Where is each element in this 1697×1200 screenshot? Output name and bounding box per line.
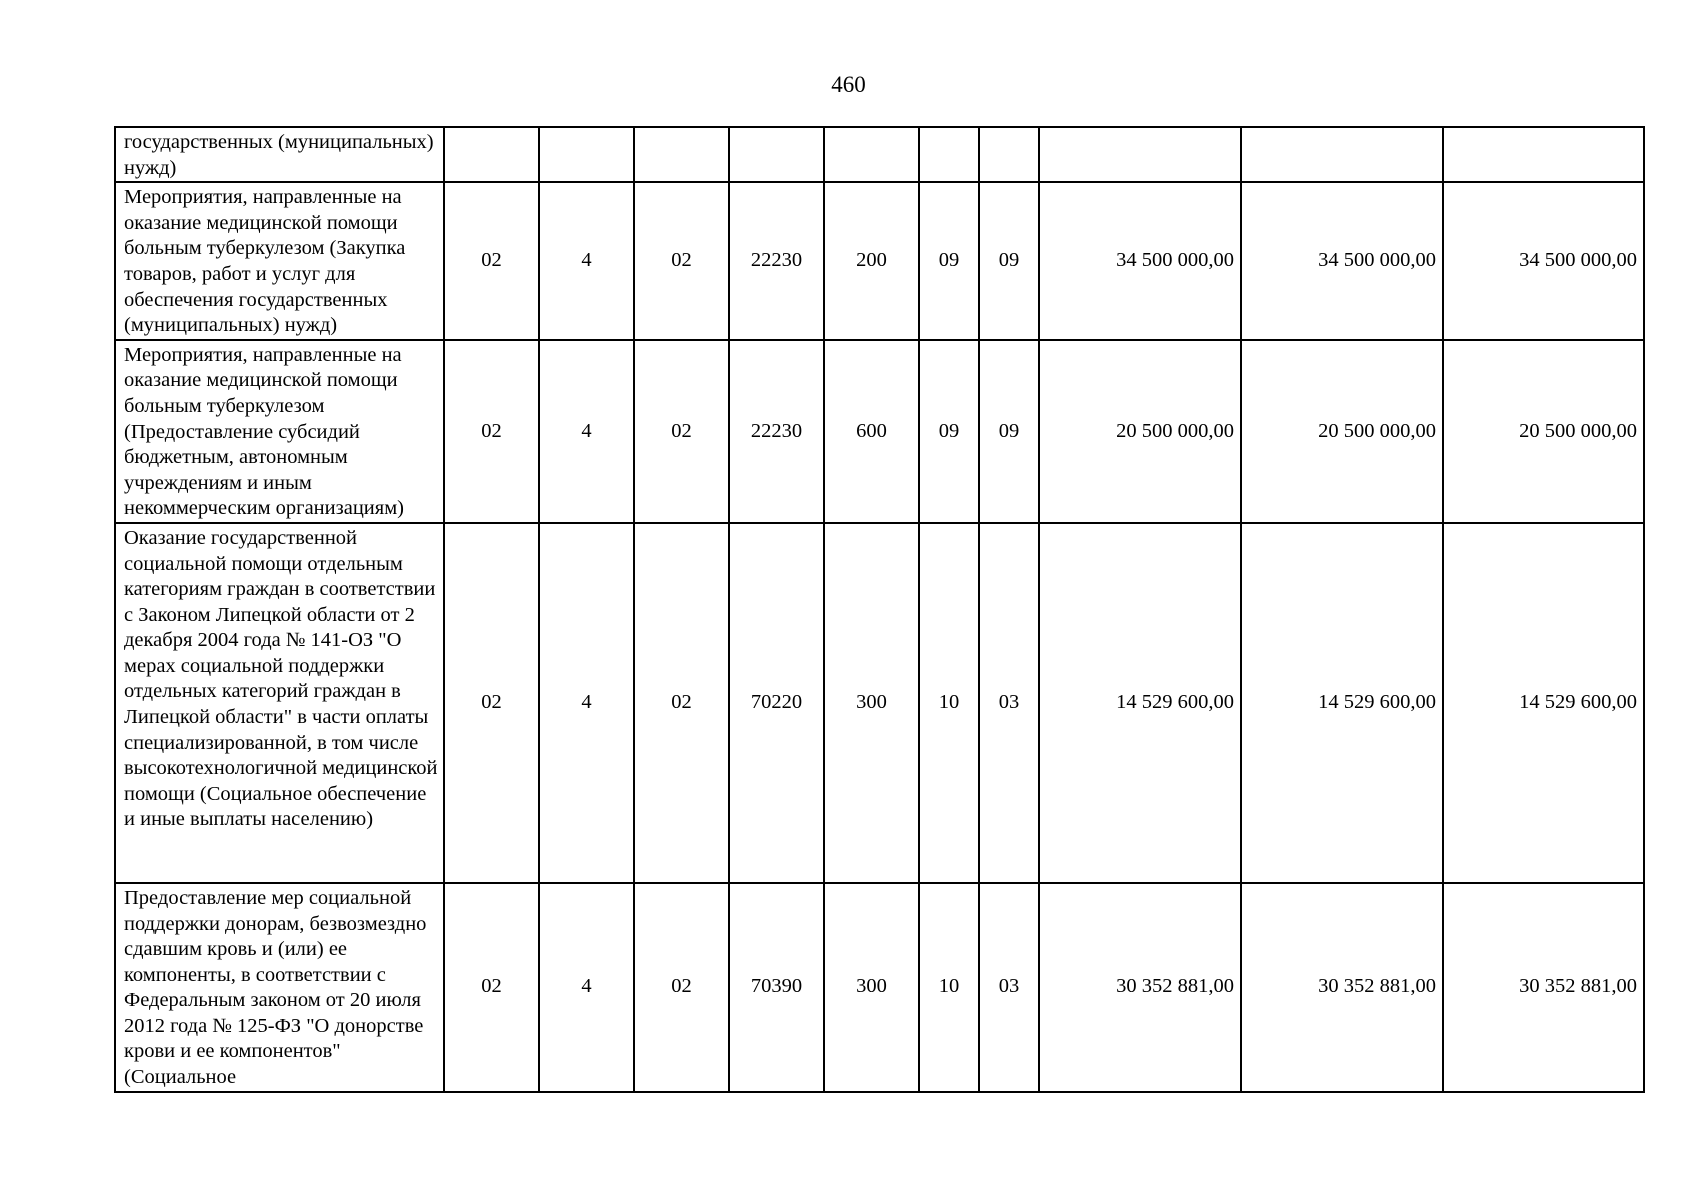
direction-code-cell: 70220 [729,523,824,883]
subsection-cell: 03 [979,523,1039,883]
subprogram-type-cell: 4 [539,523,634,883]
row-description: Мероприятия, направленные на оказание медицинской помощи больным туберкулезом (Предоставление субсидий бюджетным, автономным учреждениям и иным некоммерческим организациям) [115,340,444,523]
amount-year-2: 34 500 000,00 [1241,182,1443,340]
subprogram-code-cell: 02 [634,883,729,1092]
subsection-cell: 09 [979,182,1039,340]
table-row [115,340,1644,523]
section-cell: 10 [919,883,979,1092]
amount-year-2: 14 529 600,00 [1241,523,1443,883]
subprogram-type-cell: 4 [539,883,634,1092]
amount-year-2 [1241,127,1443,182]
amount-year-2: 20 500 000,00 [1241,340,1443,523]
subprogram-code-cell: 02 [634,182,729,340]
program-code-cell: 02 [444,182,539,340]
expense-type-cell: 300 [824,523,919,883]
table-row [115,883,1644,1092]
subprogram-type-cell [539,127,634,182]
row-description: Предоставление мер социальной поддержки донорам, безвозмездно сдавшим кровь и (или) ее компоненты, в соответствии с Федеральным законом от 20 июля 2012 года № 125-ФЗ "О донорстве крови и ее компонентов" (Социальное [115,883,444,1092]
direction-code-cell: 70390 [729,883,824,1092]
expense-type-cell: 200 [824,182,919,340]
amount-year-1: 20 500 000,00 [1039,340,1241,523]
direction-code-cell [729,127,824,182]
subprogram-code-cell: 02 [634,340,729,523]
subprogram-code-cell [634,127,729,182]
amount-year-3: 20 500 000,00 [1443,340,1644,523]
section-cell: 10 [919,523,979,883]
amount-year-3 [1443,127,1644,182]
direction-code-cell: 22230 [729,340,824,523]
section-cell: 09 [919,340,979,523]
subsection-cell [979,127,1039,182]
budget-table [114,126,1645,1093]
table-row [115,523,1644,883]
amount-year-3: 34 500 000,00 [1443,182,1644,340]
subsection-cell: 09 [979,340,1039,523]
row-description: Мероприятия, направленные на оказание медицинской помощи больным туберкулезом (Закупка товаров, работ и услуг для обеспечения государственных (муниципальных) нужд) [115,182,444,340]
expense-type-cell: 300 [824,883,919,1092]
section-cell [919,127,979,182]
program-code-cell: 02 [444,523,539,883]
page-number: 460 [831,72,866,97]
amount-year-1: 34 500 000,00 [1039,182,1241,340]
row-description: государственных (муниципальных) нужд) [115,127,444,182]
expense-type-cell [824,127,919,182]
amount-year-1: 14 529 600,00 [1039,523,1241,883]
program-code-cell: 02 [444,340,539,523]
program-code-cell: 02 [444,883,539,1092]
amount-year-3: 30 352 881,00 [1443,883,1644,1092]
amount-year-3: 14 529 600,00 [1443,523,1644,883]
subprogram-type-cell: 4 [539,182,634,340]
subprogram-code-cell: 02 [634,523,729,883]
program-code-cell [444,127,539,182]
amount-year-2: 30 352 881,00 [1241,883,1443,1092]
direction-code-cell: 22230 [729,182,824,340]
expense-type-cell: 600 [824,340,919,523]
table-row [115,182,1644,340]
table-row [115,127,1644,182]
amount-year-1: 30 352 881,00 [1039,883,1241,1092]
row-description: Оказание государственной социальной помощи отдельным категориям граждан в соответствии с Законом Липецкой области от 2 декабря 2004 года № 141-ОЗ "О мерах социальной поддержки отдельных категорий граждан в Липецкой области" в части оплаты специализированной, в том числе высокотехнологичной медицинской помощи (Социальное обеспечение и иные выплаты населению) [115,523,444,883]
subsection-cell: 03 [979,883,1039,1092]
subprogram-type-cell: 4 [539,340,634,523]
amount-year-1 [1039,127,1241,182]
section-cell: 09 [919,182,979,340]
